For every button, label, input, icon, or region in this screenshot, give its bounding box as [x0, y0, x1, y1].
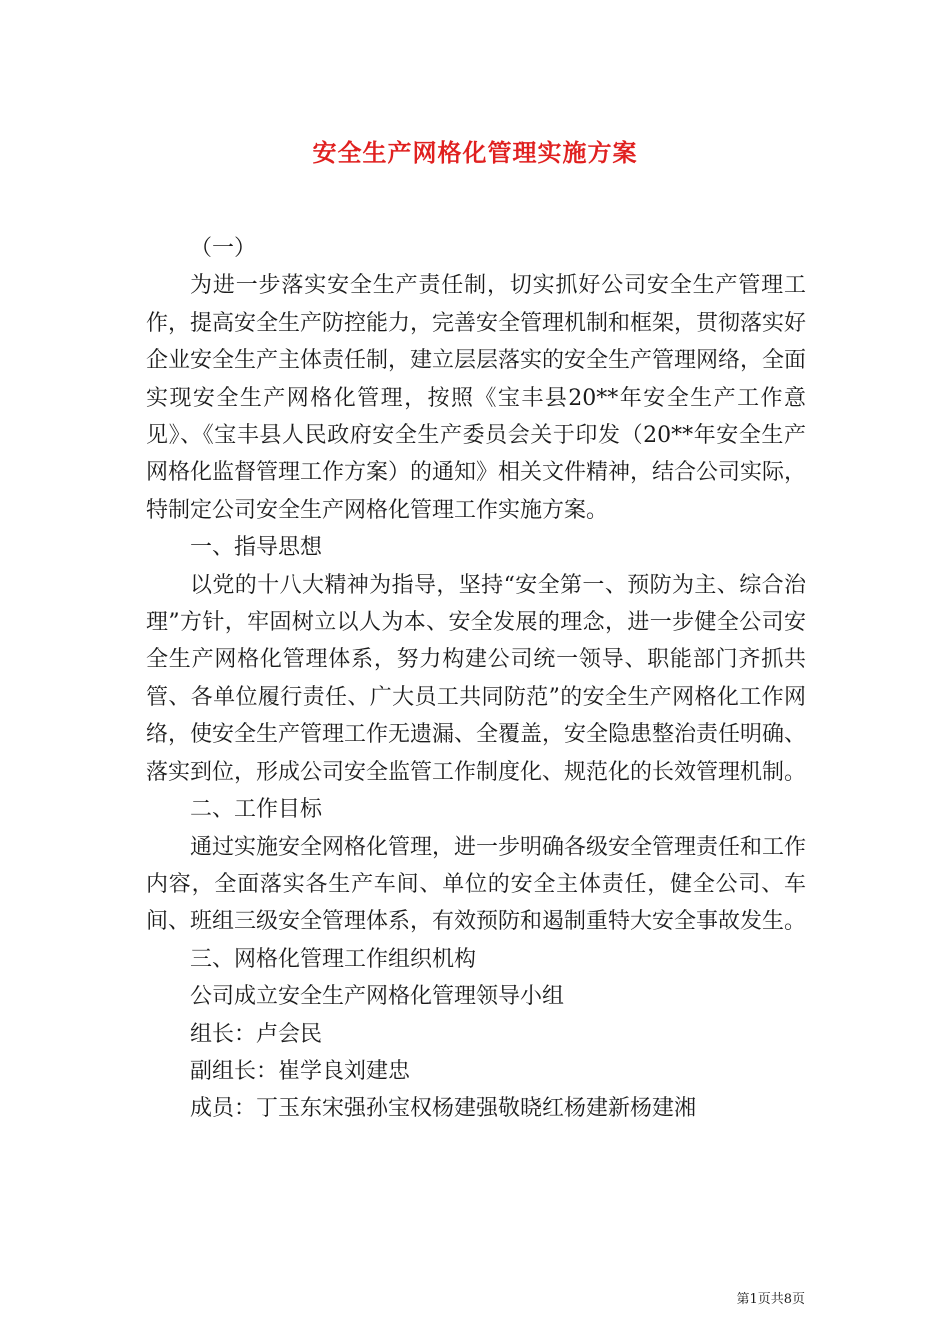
leader-line: 组长：卢会民	[190, 1021, 323, 1047]
goals-paragraph: 通过实施安全网格化管理，进一步明确各级安全管理责任和工作内容，全面落实各生产车间、单位的安全主体责任，健全公司、车间、班组三级安全管理体系，有效预防和遏制重特大安全事故发生。	[146, 834, 807, 935]
heading-organization: 三、网格化管理工作组织机构	[190, 946, 477, 972]
members-line: 成员：丁玉东宋强孙宝权杨建强敬晓红杨建新杨建湘	[190, 1096, 697, 1122]
heading-work-goals: 二、工作目标	[190, 797, 323, 823]
intro-paragraph: 为进一步落实安全生产责任制，切实抓好公司安全生产管理工作，提高安全生产防控能力，完善安全管理机制和框架，贯彻落实好企业安全生产主体责任制，建立层层落实的安全生产管理网络，全面实现安全生产网格化管理，按照《宝丰县20**年安全生产工作意见》、《宝丰县人民政府安全生产委员会关于印发（20**年安全生产网格化监督管理工作方案）的通知》相关文件精神，结合公司实际，特制定公司安全生产网格化管理工作实施方案。	[146, 273, 807, 523]
document-body	[146, 230, 806, 1128]
page-number-footer: 第1页共8页	[736, 1292, 805, 1307]
deputy-line: 副组长：崔学良刘建忠	[190, 1058, 411, 1084]
guiding-paragraph: 以党的十八大精神为指导，坚持“安全第一、预防为主、综合治理”方针，牢固树立以人为本、安全发展的理念，进一步健全公司安全生产网格化管理体系，努力构建公司统一领导、职能部门齐抓共管、各单位履行责任、广大员工共同防范”的安全生产网格化工作网络，使安全生产管理工作无遗漏、全覆盖，安全隐患整治责任明确、落实到位，形成公司安全监管工作制度化、规范化的长效管理机制。	[146, 572, 807, 785]
org-intro-line: 公司成立安全生产网格化管理领导小组	[190, 984, 565, 1010]
section-marker: （一）	[190, 236, 257, 261]
document-title: 安全生产网格化管理实施方案	[312, 139, 638, 167]
heading-guiding-ideology: 一、指导思想	[190, 535, 323, 561]
